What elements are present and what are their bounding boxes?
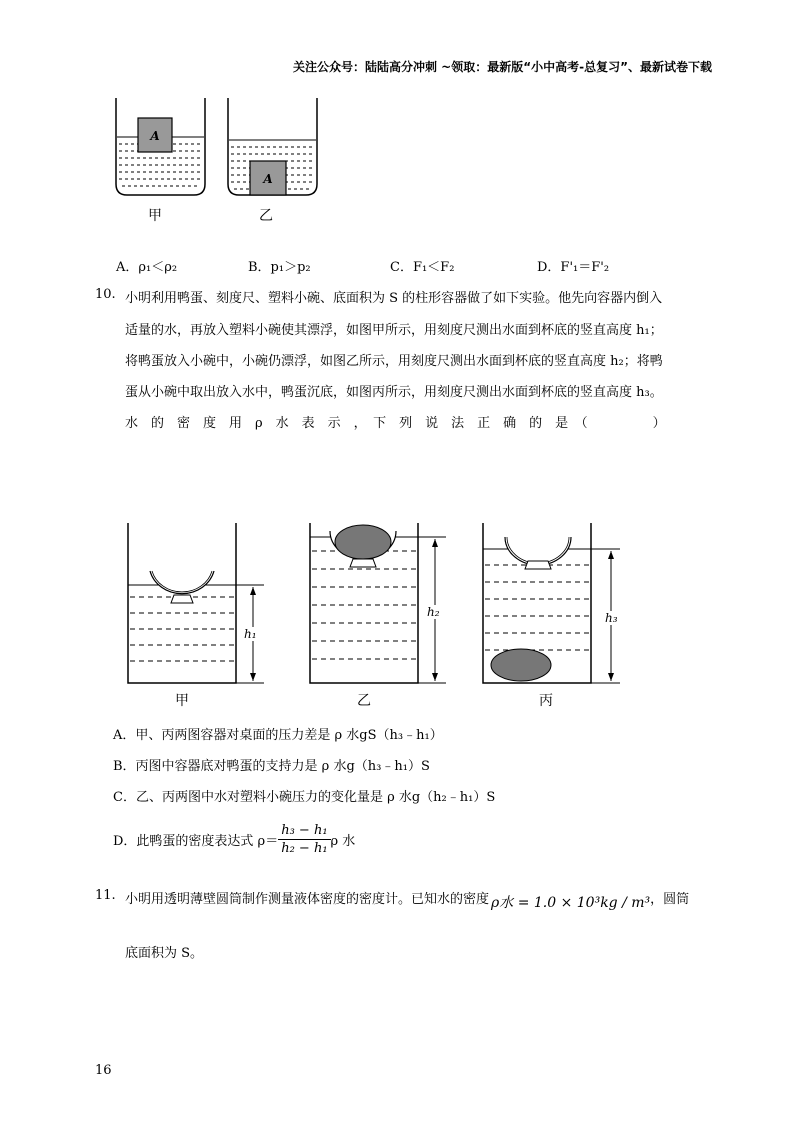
q10-caption-yi: 乙 — [357, 693, 371, 709]
container-jia — [128, 523, 264, 683]
q9-option-b: B．p₁＞p₂ — [248, 260, 311, 275]
q10-figure — [120, 515, 640, 685]
q10-option-d — [113, 823, 355, 856]
q11-line-1 — [125, 888, 690, 911]
q10-option-b: B．丙图中容器底对鸭蛋的支持力是 ρ 水g（h₃﹣h₁）S — [113, 759, 430, 774]
q10-option-c: C．乙、丙两图中水对塑料小碗压力的变化量是 ρ 水g（h₂﹣h₁）S — [113, 790, 496, 805]
bowl-jia — [150, 571, 214, 594]
q10-line-2: 适量的水，再放入塑料小碗使其漂浮，如图甲所示，用刻度尺测出水面到杯底的竖直高度 h₁； — [125, 323, 663, 338]
label-h1: h₁ — [244, 627, 257, 641]
q10-caption-bing: 丙 — [539, 693, 553, 709]
caption-yi: 乙 — [259, 208, 273, 224]
page-header: 关注公众号：陆陆高分冲刺 ~领取：最新版“小中高考-总复习”、最新试卷下载 — [293, 60, 712, 74]
q10-line-3: 将鸭蛋放入小碗中，小碗仍漂浮，如图乙所示，用刻度尺测出水面到杯底的竖直高度 h₂；将鸭 — [125, 354, 663, 369]
q10-number: 10. — [95, 287, 116, 302]
q10-line-4: 蛋从小碗中取出放入水中，鸭蛋沉底，如图丙所示，用刻度尺测出水面到杯底的竖直高度 h₃。 — [125, 385, 663, 400]
q9-option-d: D．F'₁＝F'₂ — [537, 260, 610, 275]
beaker-yi — [228, 98, 317, 195]
q10-line-1: 小明利用鸭蛋、刻度尺、塑料小碗、底面积为 S 的柱形容器做了如下实验。他先向容器内倒入 — [125, 291, 663, 306]
q11-line-1-text: 小明用透明薄壁圆筒制作测量液体密度的密度计。已知水的密度 — [125, 892, 490, 907]
q10-option-a: A．甲、丙两图容器对桌面的压力差是 ρ 水gS（h₃﹣h₁） — [113, 728, 443, 743]
page-number: 16 — [95, 1063, 112, 1078]
q9-option-a: A．ρ₁＜ρ₂ — [116, 260, 178, 275]
caption-jia: 甲 — [148, 208, 162, 224]
container-yi — [310, 523, 446, 683]
q10-line-5: 水 的 密 度 用 ρ 水 表 示 ， 下 列 说 法 正 确 的 是 （ ） — [125, 416, 666, 431]
label-h3: h₃ — [605, 611, 618, 625]
svg-text:A: A — [263, 172, 273, 186]
label-h2: h₂ — [427, 605, 440, 619]
svg-text:A: A — [150, 129, 160, 143]
egg-sunk — [491, 649, 551, 681]
q11-line-2: 底面积为 S。 — [125, 946, 204, 961]
beaker-jia — [116, 98, 205, 195]
container-bing — [483, 523, 620, 683]
q9-option-c: C．F₁＜F₂ — [390, 260, 455, 275]
q9-figure — [100, 92, 320, 222]
egg-in-bowl — [335, 525, 391, 559]
option-d-prefix: D．此鸭蛋的密度表达式 ρ＝ — [113, 834, 279, 849]
q11-line-1-end: ，圆筒 — [650, 892, 690, 907]
option-d-suffix: ρ 水 — [330, 834, 356, 849]
density-fraction — [278, 823, 330, 856]
q10-caption-jia: 甲 — [175, 693, 189, 709]
fraction-denominator: h₂ − h₁ — [281, 841, 328, 856]
q11-number: 11. — [95, 888, 116, 903]
fraction-numerator: h₃ − h₁ — [278, 823, 330, 840]
water-density-formula: ρ水 = 1.0 × 10³kg / m³ — [491, 895, 651, 911]
